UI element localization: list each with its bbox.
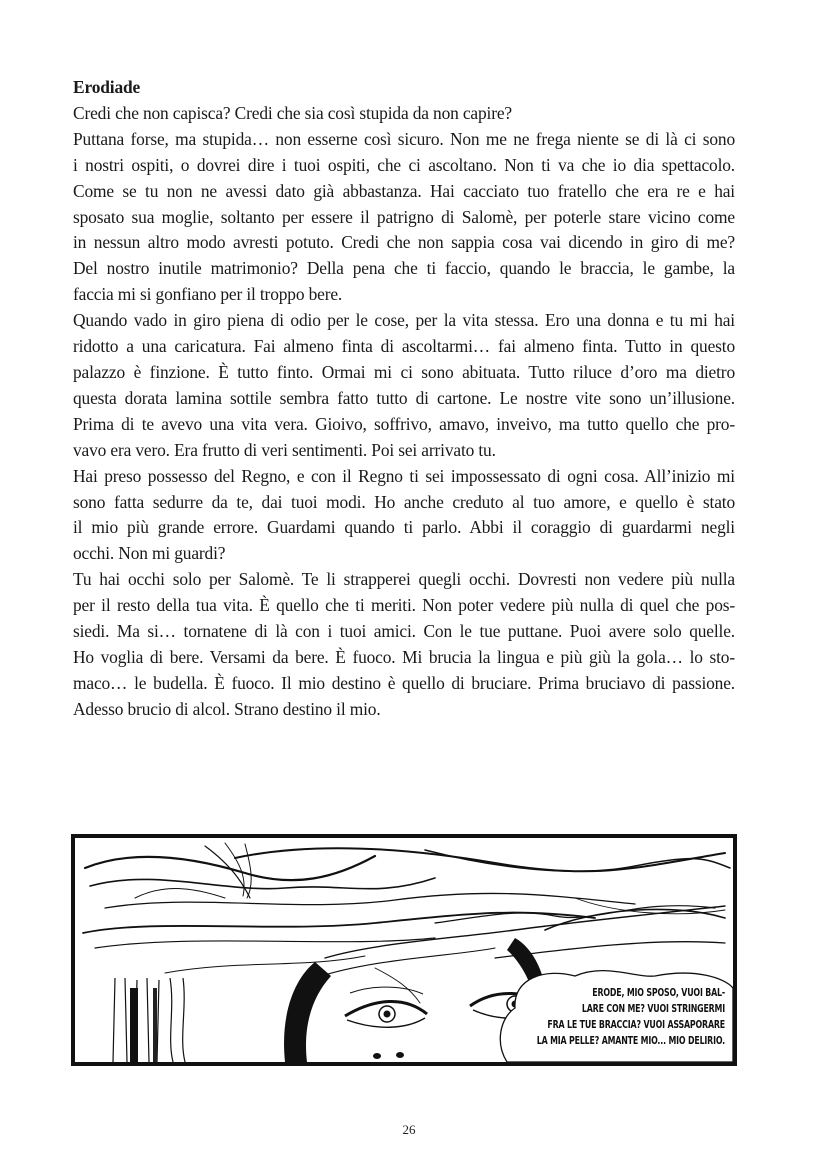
text-line: questa dorata lamina sottile sembra fatto tutto di cartone. Le nostre vite sono un’illusione. — [73, 387, 735, 408]
text-line: Quando vado in giro piena di odio per le cose, per la vita stessa. Ero una donna e tu mi hai — [73, 310, 735, 331]
text-line: Puttana forse, ma stupida… non esserne così sicuro. Non me ne frega niente se di là ci sono — [73, 128, 735, 149]
dialogue-text — [73, 75, 735, 723]
speech-line: ERODE, MIO SPOSO, VUOI BAL- — [592, 988, 725, 999]
speech-bubble — [527, 986, 725, 1050]
speech-line: LA MIA PELLE? AMANTE MIO... MIO DELIRIO. — [536, 1036, 725, 1047]
text-line: il mio più grande errore. Guardami quando ti parlo. Abbi il coraggio di guardarmi negli — [73, 517, 735, 538]
text-line: Ho voglia di bere. Versami da bere. È fuoco. Mi brucia la lingua e più giù la gola… lo sto- — [73, 646, 735, 667]
text-line: vavo era vero. Era frutto di veri sentimenti. Poi sei arrivato tu. — [73, 439, 496, 460]
text-line: Del nostro inutile matrimonio? Della pena che ti faccio, quando le braccia, le gambe, la — [73, 258, 735, 279]
text-line: Credi che non capisca? Credi che sia così stupida da non capire? — [73, 102, 512, 123]
text-line: sono fatta sedurre da te, dai tuoi modi. Ho anche creduto al tuo amore, e quello è stato — [73, 491, 735, 512]
text-line: i nostri ospiti, o dovrei dire i tuoi ospiti, che ci ascoltano. Non ti va che io dia spettacolo. — [73, 154, 735, 175]
speech-line: FRA LE TUE BRACCIA? VUOI ASSAPORARE — [547, 1020, 725, 1031]
text-line: sposato sua moglie, soltanto per essere il patrigno di Salomè, per poterle stare vicino come — [73, 206, 735, 227]
speech-line: LARE CON ME? VUOI STRINGERMI — [581, 1004, 725, 1015]
text-line: Come se tu non ne avessi dato già abbastanza. Hai cacciato tuo fratello che era re e hai — [73, 180, 735, 201]
text-line: in nessun altro modo avresti potuto. Credi che non sappia cosa vai dicendo in giro di me? — [73, 232, 735, 253]
text-line: Tu hai occhi solo per Salomè. Te li strapperei quegli occhi. Dovresti non vedere più nulla — [73, 569, 735, 590]
text-line: Adesso brucio di alcol. Strano destino il mio. — [73, 698, 381, 719]
comic-panel — [71, 834, 737, 1066]
text-line: occhi. Non mi guardi? — [73, 543, 226, 564]
monologue-lines — [73, 101, 735, 723]
page-number: 26 — [402, 1122, 416, 1137]
text-line: ridotto a una caricatura. Fai almeno finta di ascoltarmi… fai almeno finta. Tutto in questo — [73, 336, 735, 357]
text-line: siedi. Ma si… tornatene di là con i tuoi amici. Con le tue puttane. Puoi avere solo quelle. — [73, 621, 735, 642]
text-line: palazzo è finzione. È tutto finto. Ormai mi ci sono abituata. Tutto riluce d’oro ma dietro — [73, 361, 735, 382]
text-line: maco… le budella. È fuoco. Il mio destino è quello di bruciare. Prima bruciavo di passione. — [73, 672, 735, 693]
text-line: per il resto della tua vita. È quello che ti meriti. Non poter vedere più nulla di quel che pos- — [73, 595, 735, 616]
text-line: Hai preso possesso del Regno, e con il Regno ti sei impossessato di ogni cosa. All’inizio mi — [73, 465, 735, 486]
text-line: Prima di te avevo una vita vera. Gioivo, soffrivo, amavo, inveivo, ma tutto quello che pro- — [73, 413, 735, 434]
speaker-name: Erodiade — [73, 77, 141, 97]
text-line: faccia mi si gonfiano per il troppo bere. — [73, 284, 343, 305]
